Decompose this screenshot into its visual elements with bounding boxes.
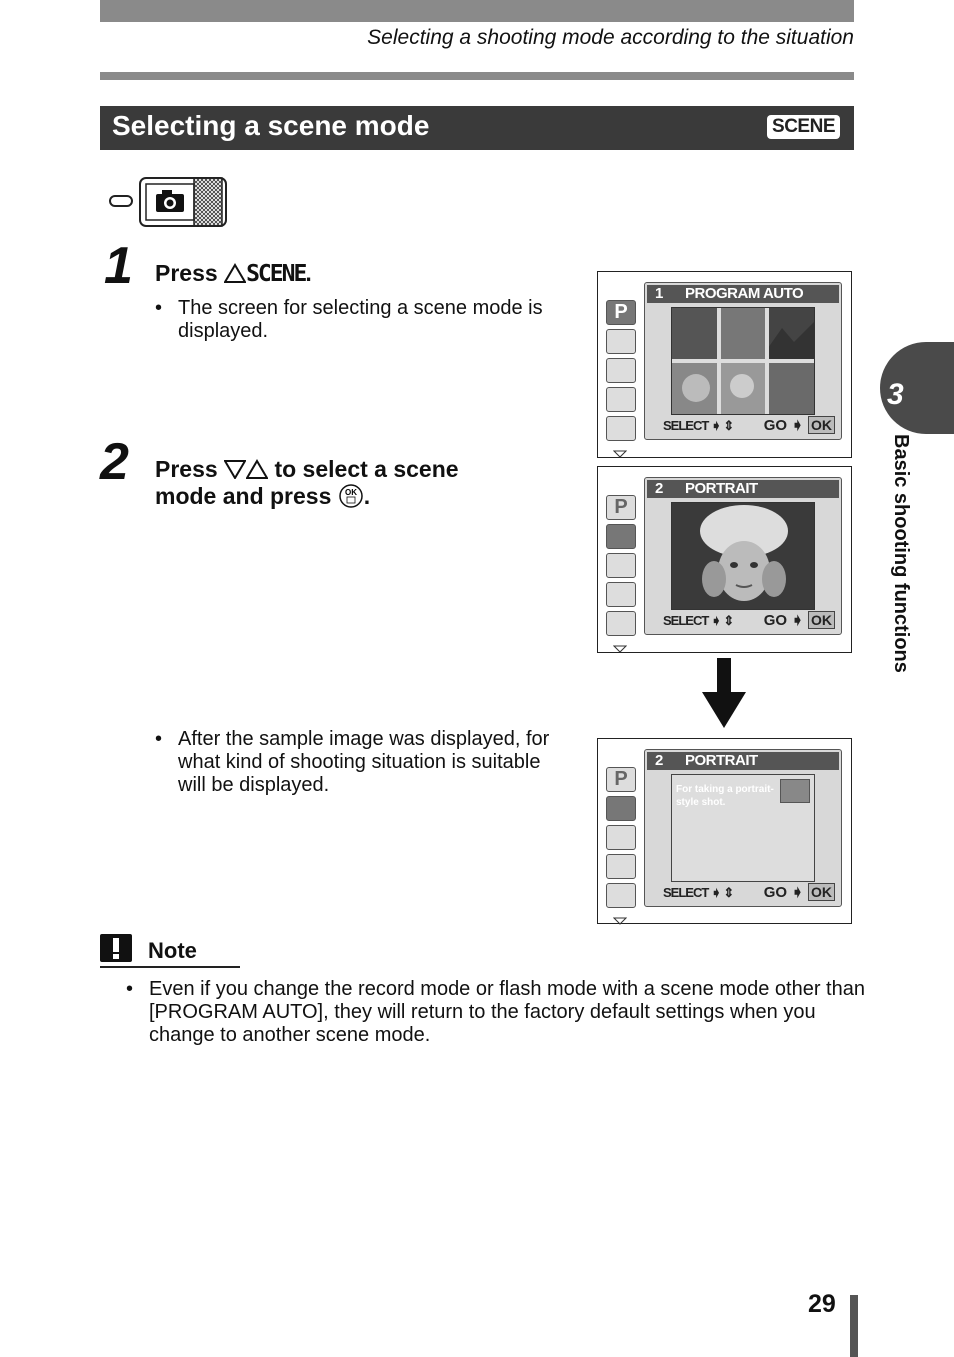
landscape-icon [606, 358, 636, 383]
lcd-titlebar: 1 PROGRAM AUTO [647, 285, 839, 303]
portrait-icon [606, 796, 636, 821]
step1-suffix: . [305, 260, 312, 286]
description-box [671, 774, 815, 882]
night-scene-icon [606, 883, 636, 908]
note-bullet: • Even if you change the record mode or flash mode with a scene mode other than [PROGRAM AUTO], they will return to the factory default settings when you change to another scene mode. [126, 978, 865, 1046]
running-header: Selecting a shooting mode according to the situation [367, 26, 854, 49]
portrait-icon [606, 329, 636, 354]
program-icon: P [606, 767, 636, 792]
portrait-icon [606, 524, 636, 549]
go-hint: GO ➧ OK [764, 883, 835, 901]
landscape-portrait-icon [606, 582, 636, 607]
page-number: 29 [808, 1290, 836, 1318]
program-icon: P [606, 300, 636, 325]
mode-icon-column [606, 767, 638, 930]
sample-image-portrait [671, 502, 815, 610]
chapter-label: Basic shooting functions [890, 434, 912, 673]
lcd-bottom-bar [663, 416, 835, 436]
scroll-down-icon [613, 450, 627, 458]
lcd-display [644, 477, 842, 635]
scroll-down-icon [613, 645, 627, 653]
lcd-titlebar: 2 PORTRAIT [647, 480, 839, 498]
note-label: Note [148, 938, 197, 963]
step2-instruction: Press to select a scene mode and press OK . [155, 456, 459, 509]
scene-description: For taking a portrait-style shot. [676, 784, 774, 808]
night-scene-icon [606, 416, 636, 441]
lcd-display [644, 749, 842, 907]
night-scene-icon [606, 611, 636, 636]
up-arrow-icon [224, 263, 246, 283]
mode-icon-column [606, 300, 638, 463]
lcd-bottom-bar [663, 883, 835, 903]
select-hint: SELECT ➧ ⇕ [663, 885, 734, 900]
step2-bullet: • After the sample image was displayed, for what kind of shooting situation is suitable will be displayed. [155, 728, 550, 796]
mode-icon-column [606, 495, 638, 658]
scene-badge: SCENE [767, 115, 840, 139]
step1-bullet: • The screen for selecting a scene mode is displayed. [155, 297, 543, 342]
lcd-titlebar: 2 PORTRAIT [647, 752, 839, 770]
landscape-icon [606, 553, 636, 578]
program-icon: P [606, 495, 636, 520]
lcd-display [644, 282, 842, 440]
lcd-screen-program-auto [597, 271, 852, 458]
select-hint: SELECT ➧ ⇕ [663, 418, 734, 433]
svg-text:OK: OK [344, 488, 357, 497]
step-number-1: 1 [104, 237, 133, 295]
down-arrow-icon [224, 459, 246, 479]
chapter-number: 3 [887, 378, 904, 411]
header-bar [100, 0, 854, 22]
lcd-bottom-bar [663, 611, 835, 631]
go-hint: GO ➧ OK [764, 416, 835, 434]
sample-image-collage [671, 307, 815, 415]
note-rule [100, 966, 240, 968]
portrait-thumbnail [780, 779, 810, 803]
header-rule [100, 72, 854, 80]
page-number-bar [850, 1295, 858, 1357]
landscape-portrait-icon [606, 854, 636, 879]
section-title: Selecting a scene mode [112, 110, 430, 141]
lcd-screen-portrait [597, 466, 852, 653]
scroll-down-icon [613, 917, 627, 925]
note-warning-icon [100, 934, 132, 962]
flow-arrow-icon [700, 658, 748, 730]
landscape-icon [606, 825, 636, 850]
section-title-bar [100, 106, 854, 150]
landscape-portrait-icon [606, 387, 636, 412]
step1-instruction [155, 260, 312, 288]
step1-prefix: Press [155, 260, 225, 286]
up-arrow-icon [246, 459, 268, 479]
go-hint: GO ➧ OK [764, 611, 835, 629]
step-number-2: 2 [100, 433, 129, 491]
scene-button-label: SCENE [246, 261, 306, 287]
lcd-screen-portrait-description [597, 738, 852, 924]
select-hint: SELECT ➧ ⇕ [663, 613, 734, 628]
camera-mode-dial-icon [106, 176, 230, 230]
ok-button-icon [338, 483, 364, 509]
